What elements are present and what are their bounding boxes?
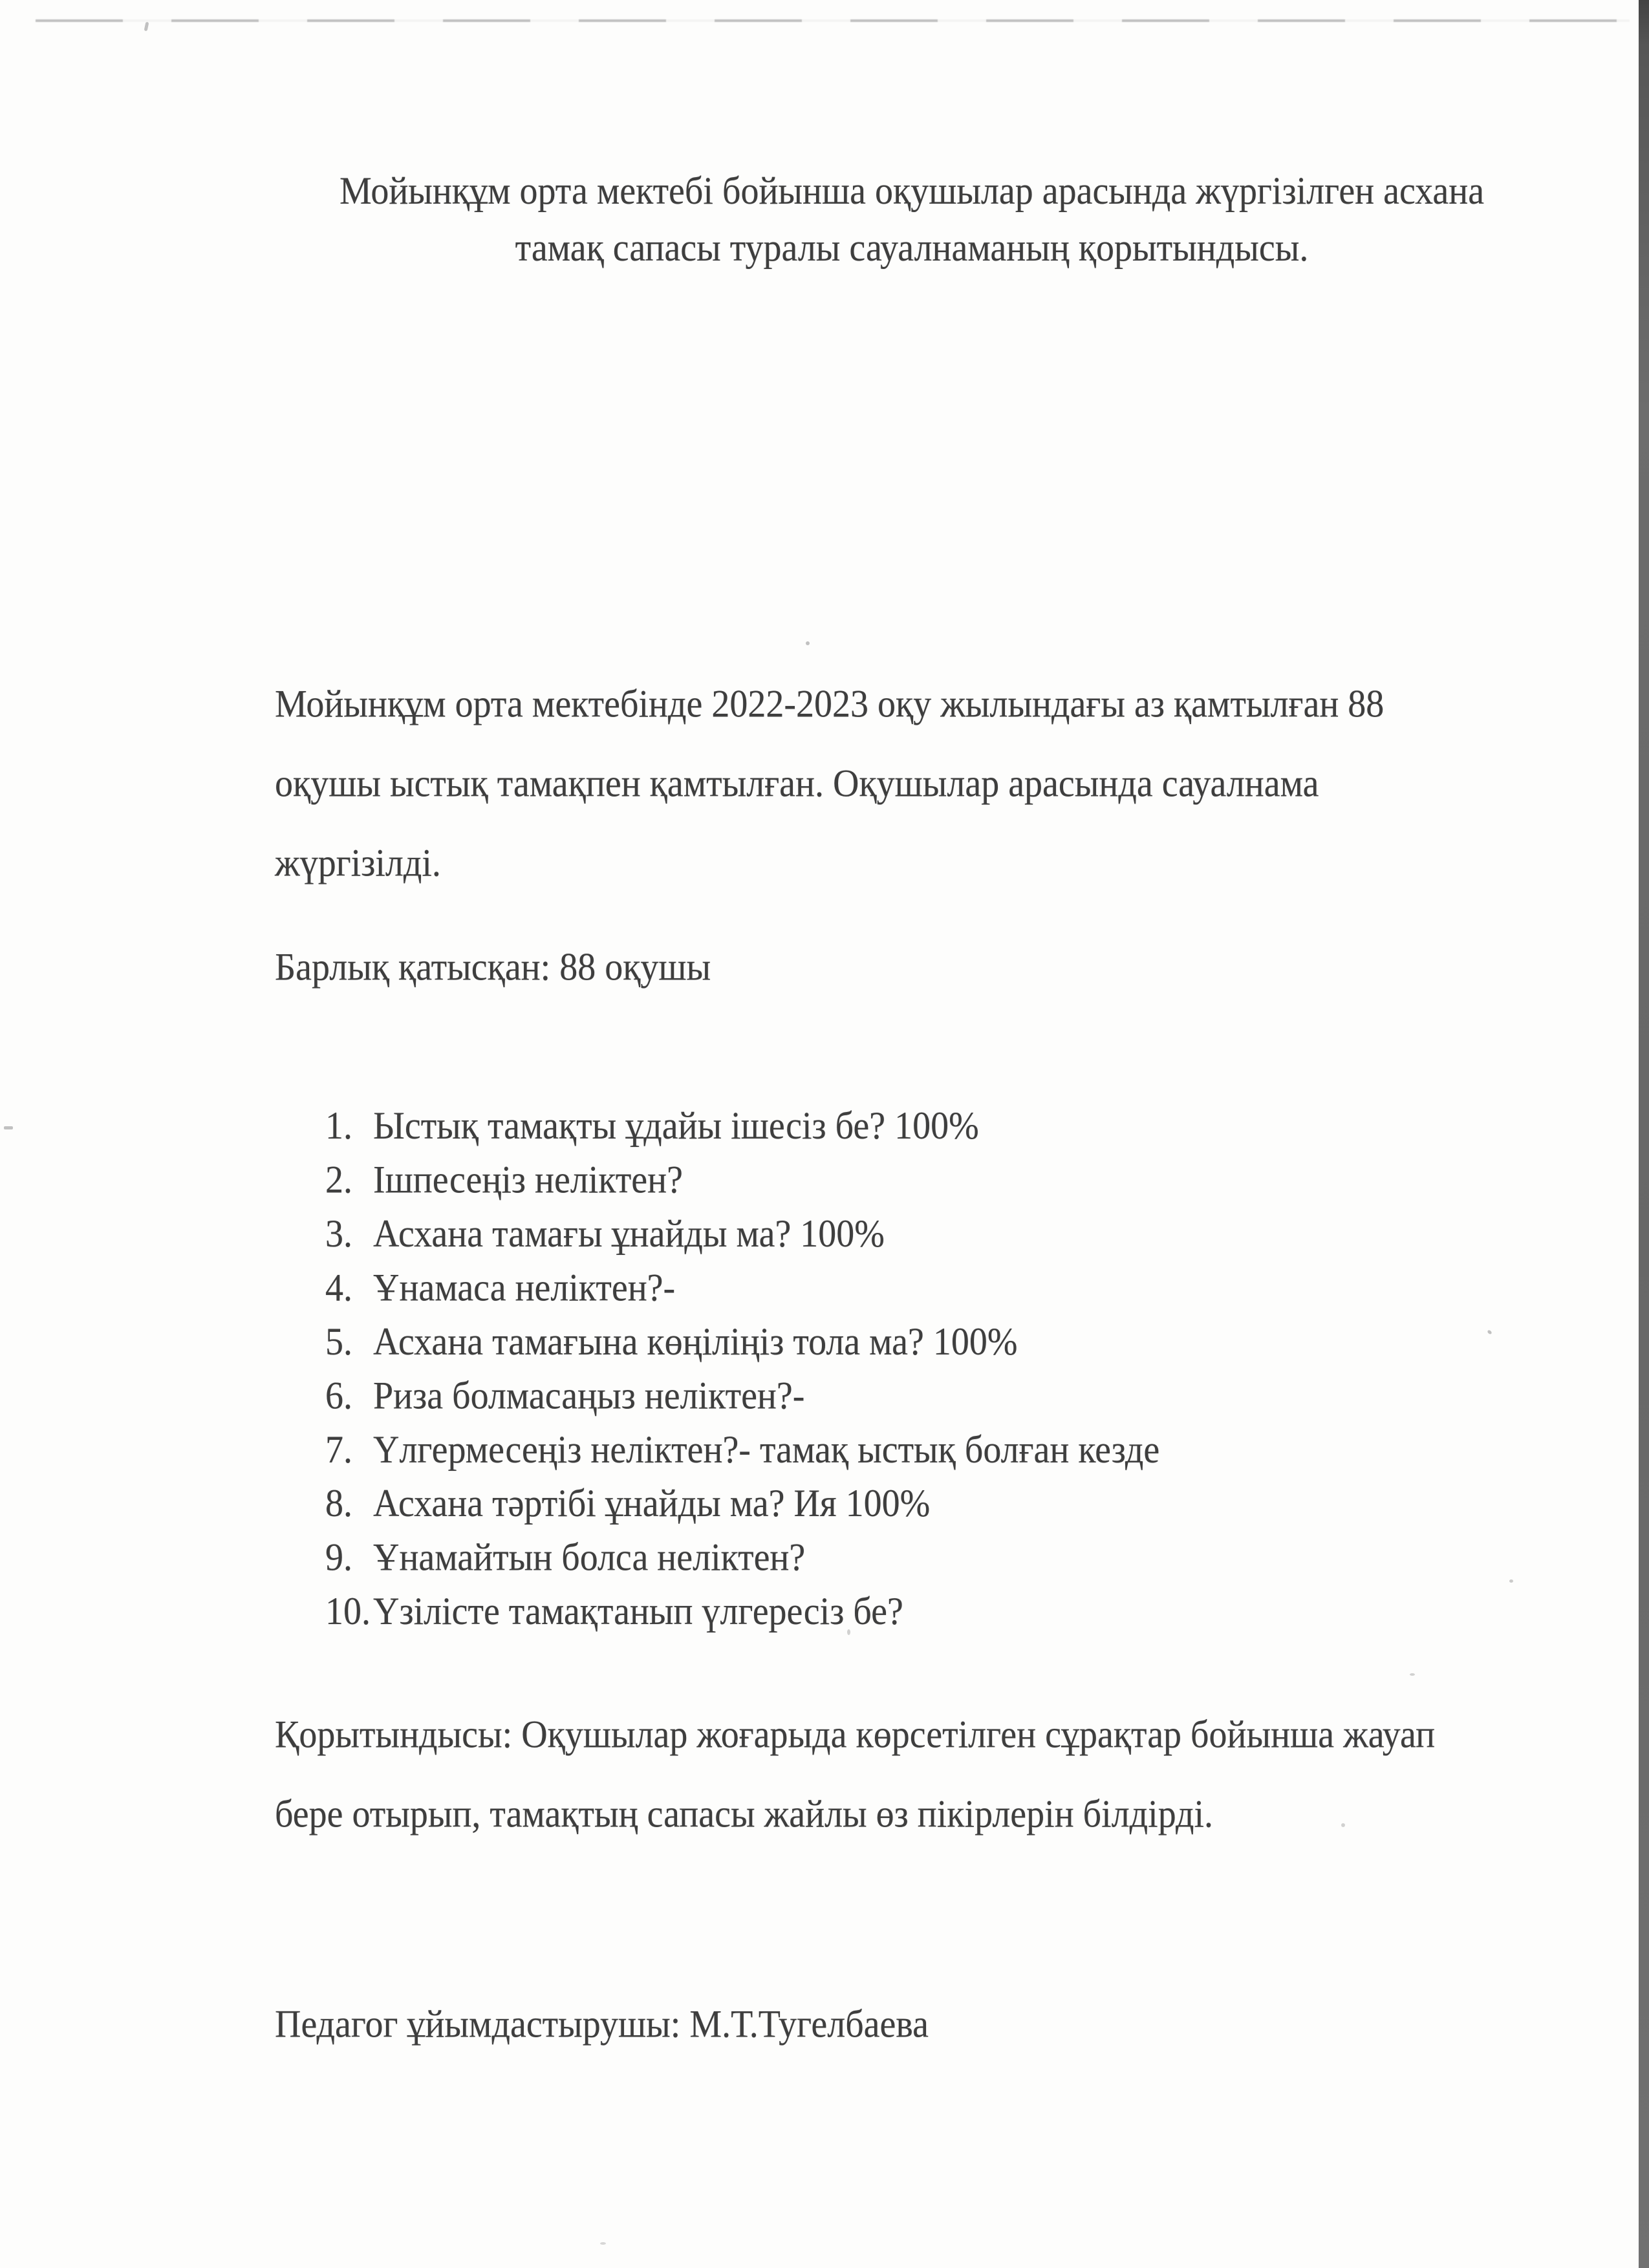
- scan-artifact: [4, 1126, 13, 1129]
- question-item-1: [325, 1099, 1159, 1153]
- question-item-9: [325, 1531, 1159, 1585]
- intro-paragraph: [275, 665, 1384, 903]
- scan-artifact: [600, 2242, 606, 2245]
- conclusion-line-2: бере отырып, тамақтың сапасы жайлы өз пікірлерін білдірді.: [275, 1792, 1214, 1836]
- scan-artifact: [1509, 1579, 1513, 1583]
- scan-artifact: [1487, 1329, 1493, 1334]
- participants-total-line: Барлық қатысқан: 88 оқушы: [275, 945, 711, 989]
- question-item-4: [325, 1261, 1159, 1314]
- question-number: 9.: [325, 1536, 352, 1579]
- scan-edge-strip: [1639, 0, 1649, 2268]
- question-number: 6.: [325, 1374, 352, 1418]
- scan-artifact: [806, 641, 810, 645]
- conclusion-paragraph: [275, 1695, 1435, 1854]
- question-text: Ішпесеңіз неліктен?: [373, 1159, 683, 1202]
- question-text: Ұнамайтын болса неліктен?: [373, 1536, 806, 1579]
- question-item-8: [325, 1477, 1159, 1530]
- question-text: Риза болмасаңыз неліктен?-: [373, 1374, 805, 1418]
- signature-line: Педагог ұйымдастырушы: М.Т.Тугелбаева: [275, 2002, 929, 2046]
- scan-edge-line: [36, 19, 1630, 22]
- question-text: Асхана тәртібі ұнайды ма? Ия 100%: [373, 1482, 931, 1526]
- question-text: Ыстық тамақты ұдайы ішесіз бе? 100%: [373, 1104, 979, 1148]
- intro-line-3: жүргізілді.: [275, 841, 441, 885]
- document-title-line-1: Мойынқұм орта мектебі бойынша оқушылар арасында жүргізілген асхана: [339, 169, 1485, 213]
- question-number: 4.: [325, 1266, 352, 1310]
- document-title-line-2: тамақ сапасы туралы сауалнаманың қорытындысы.: [515, 226, 1309, 270]
- question-number: 10.: [325, 1590, 371, 1634]
- question-text: Ұнамаса неліктен?-: [373, 1266, 676, 1310]
- question-item-2: [325, 1153, 1159, 1206]
- intro-line-1: Мойынқұм орта мектебінде 2022-2023 оқу жылындағы аз қамтылған 88: [275, 682, 1385, 726]
- question-text: Үлгермесеңіз неліктен?- тамақ ыстық болған кезде: [373, 1428, 1160, 1471]
- question-number: 3.: [325, 1212, 352, 1256]
- scan-artifact: [144, 22, 149, 32]
- question-item-7: [325, 1423, 1159, 1477]
- question-number: 8.: [325, 1482, 352, 1526]
- scan-artifact: [1410, 1673, 1415, 1676]
- question-text: Асхана тамағы ұнайды ма? 100%: [373, 1212, 885, 1256]
- intro-line-2: оқушы ыстық тамақпен қамтылған. Оқушылар арасында сауалнама: [275, 762, 1319, 806]
- survey-question-list: [325, 1099, 1159, 1639]
- question-number: 5.: [325, 1320, 352, 1364]
- question-number: 1.: [325, 1104, 352, 1148]
- conclusion-line-1: Қорытындысы: Оқушылар жоғарыда көрсетілген сұрақтар бойынша жауап: [275, 1713, 1436, 1757]
- question-item-6: [325, 1369, 1159, 1422]
- question-item-5: [325, 1315, 1159, 1369]
- question-number: 2.: [325, 1159, 352, 1202]
- question-item-10: [325, 1585, 1159, 1638]
- question-item-3: [325, 1207, 1159, 1261]
- question-text: Үзілісте тамақтанып үлгересіз бе?: [373, 1590, 903, 1634]
- question-number: 7.: [325, 1428, 352, 1471]
- document-title: [278, 163, 1546, 276]
- question-text: Асхана тамағына көңіліңіз тола ма? 100%: [373, 1320, 1018, 1364]
